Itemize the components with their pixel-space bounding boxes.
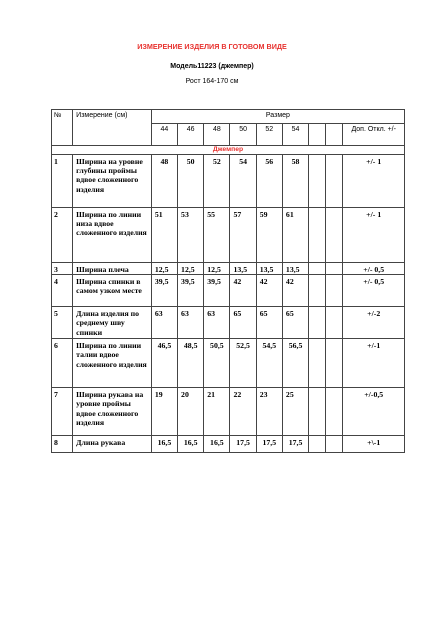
model-name: Модель11223 (джемпер) xyxy=(170,63,254,70)
empty-cell xyxy=(309,208,326,263)
value-cell: 55 xyxy=(204,208,230,263)
value-cell: 12,5 xyxy=(204,263,230,275)
header-tolerance: Доп. Откл. +/- xyxy=(343,124,405,146)
value-cell: 54,5 xyxy=(256,339,282,388)
table-row xyxy=(52,275,405,307)
value-cell: 22 xyxy=(230,388,256,436)
value-cell: 20 xyxy=(178,388,204,436)
value-cell: 42 xyxy=(230,275,256,307)
size-header-46: 46 xyxy=(178,124,204,146)
row-number: 3 xyxy=(52,263,73,275)
value-cell: 57 xyxy=(230,208,256,263)
value-cell: 19 xyxy=(151,388,177,436)
row-number: 1 xyxy=(52,155,73,208)
table-row xyxy=(52,436,405,453)
section-label: Джемпер xyxy=(52,146,405,155)
value-cell: 23 xyxy=(256,388,282,436)
measurement-name: Ширина плеча xyxy=(73,263,152,275)
value-cell: 39,5 xyxy=(204,275,230,307)
tolerance-cell: +/- 1 xyxy=(343,208,405,263)
measurement-name: Ширина по линии талии вдвое сложенного изделия xyxy=(73,339,152,388)
empty-cell xyxy=(326,155,343,208)
size-header-52: 52 xyxy=(256,124,282,146)
measurement-name: Длина рукава xyxy=(73,436,152,453)
measurement-name: Ширина спинки в самом узком месте xyxy=(73,275,152,307)
value-cell: 12,5 xyxy=(178,263,204,275)
value-cell: 48 xyxy=(151,155,177,208)
empty-cell xyxy=(309,307,326,339)
value-cell: 53 xyxy=(178,208,204,263)
table-row xyxy=(52,339,405,388)
row-number: 6 xyxy=(52,339,73,388)
empty-cell xyxy=(309,339,326,388)
value-cell: 16,5 xyxy=(204,436,230,453)
value-cell: 13,5 xyxy=(256,263,282,275)
measurement-name: Длина изделия по среднему шву спинки xyxy=(73,307,152,339)
value-cell: 59 xyxy=(256,208,282,263)
value-cell: 61 xyxy=(282,208,308,263)
empty-size-cell xyxy=(309,124,326,146)
empty-cell xyxy=(326,388,343,436)
value-cell: 39,5 xyxy=(151,275,177,307)
empty-cell xyxy=(326,263,343,275)
row-number: 2 xyxy=(52,208,73,263)
tolerance-cell: +/- 1 xyxy=(343,155,405,208)
value-cell: 50,5 xyxy=(204,339,230,388)
value-cell: 13,5 xyxy=(230,263,256,275)
empty-cell xyxy=(326,436,343,453)
value-cell: 65 xyxy=(282,307,308,339)
value-cell: 17,5 xyxy=(256,436,282,453)
value-cell: 51 xyxy=(151,208,177,263)
value-cell: 42 xyxy=(282,275,308,307)
row-number: 7 xyxy=(52,388,73,436)
value-cell: 52 xyxy=(204,155,230,208)
measurement-table xyxy=(51,109,405,453)
value-cell: 52,5 xyxy=(230,339,256,388)
empty-cell xyxy=(309,275,326,307)
value-cell: 25 xyxy=(282,388,308,436)
document-title: ИЗМЕРЕНИЕ ИЗДЕЛИЯ В ГОТОВОМ ВИДЕ xyxy=(137,42,287,51)
measurement-name: Ширина рукава на уровне проймы вдвое сложенного изделия xyxy=(73,388,152,436)
value-cell: 42 xyxy=(256,275,282,307)
value-cell: 46,5 xyxy=(151,339,177,388)
row-number: 8 xyxy=(52,436,73,453)
empty-cell xyxy=(326,275,343,307)
value-cell: 21 xyxy=(204,388,230,436)
value-cell: 16,5 xyxy=(151,436,177,453)
table-row xyxy=(52,388,405,436)
empty-size-cell xyxy=(326,124,343,146)
value-cell: 58 xyxy=(282,155,308,208)
measurement-name: Ширина на уровне глубины проймы вдвое сложенного изделия xyxy=(73,155,152,208)
height-range: Рост 164-170 см xyxy=(185,78,239,85)
measurement-name: Ширина по линии низа вдвое сложенного изделия xyxy=(73,208,152,263)
value-cell: 63 xyxy=(204,307,230,339)
row-number: 4 xyxy=(52,275,73,307)
value-cell: 65 xyxy=(256,307,282,339)
table-row xyxy=(52,263,405,275)
size-header-44: 44 xyxy=(151,124,177,146)
value-cell: 63 xyxy=(178,307,204,339)
value-cell: 63 xyxy=(151,307,177,339)
value-cell: 56,5 xyxy=(282,339,308,388)
row-number: 5 xyxy=(52,307,73,339)
tolerance-cell: +/-2 xyxy=(343,307,405,339)
value-cell: 16,5 xyxy=(178,436,204,453)
header-number: № xyxy=(52,110,73,146)
tolerance-cell: +/-1 xyxy=(343,339,405,388)
header-size: Размер xyxy=(151,110,404,124)
tolerance-cell: +\-1 xyxy=(343,436,405,453)
value-cell: 17,5 xyxy=(230,436,256,453)
value-cell: 54 xyxy=(230,155,256,208)
table-row xyxy=(52,208,405,263)
value-cell: 65 xyxy=(230,307,256,339)
empty-cell xyxy=(326,339,343,388)
table-row xyxy=(52,155,405,208)
size-header-48: 48 xyxy=(204,124,230,146)
table-row xyxy=(52,307,405,339)
value-cell: 13,5 xyxy=(282,263,308,275)
value-cell: 50 xyxy=(178,155,204,208)
tolerance-cell: +/- 0,5 xyxy=(343,275,405,307)
size-header-54: 54 xyxy=(282,124,308,146)
value-cell: 17,5 xyxy=(282,436,308,453)
value-cell: 56 xyxy=(256,155,282,208)
empty-cell xyxy=(326,307,343,339)
empty-cell xyxy=(309,263,326,275)
value-cell: 39,5 xyxy=(178,275,204,307)
header-measurement: Измерение (см) xyxy=(73,110,152,146)
empty-cell xyxy=(309,436,326,453)
value-cell: 48,5 xyxy=(178,339,204,388)
tolerance-cell: +/-0,5 xyxy=(343,388,405,436)
empty-cell xyxy=(309,155,326,208)
value-cell: 12,5 xyxy=(151,263,177,275)
size-header-50: 50 xyxy=(230,124,256,146)
empty-cell xyxy=(326,208,343,263)
tolerance-cell: +/- 0,5 xyxy=(343,263,405,275)
empty-cell xyxy=(309,388,326,436)
